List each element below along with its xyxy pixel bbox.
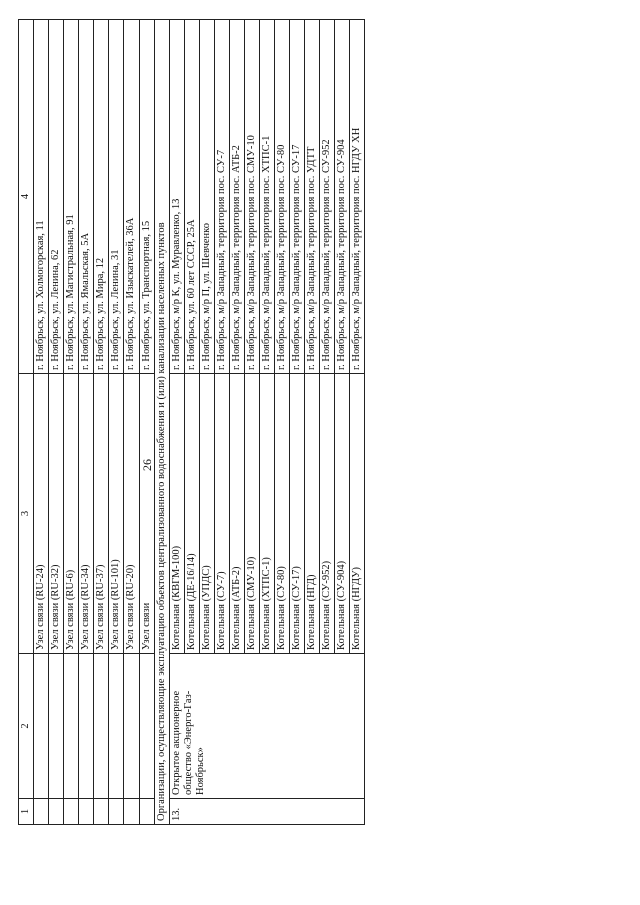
address-cell: г. Ноябрьск, ул. Магистральная, 91: [64, 20, 79, 374]
org-name: Открытое акционерное общество «Энерго-Газ-Ноябрьск»: [169, 654, 365, 799]
object-cell: Узел связи (RU-6): [64, 374, 79, 654]
address-cell: г. Ноябрьск, ул. Холмогорская, 11: [34, 20, 49, 374]
object-cell: Котельная (НГД): [305, 374, 320, 654]
table-row: [139, 20, 154, 825]
address-cell: г. Ноябрьск, м/р Западный, территория пос. УДТТ: [305, 20, 320, 374]
page-number: 26: [140, 459, 154, 471]
address-cell: г. Ноябрьск, ул. 60 лет СССР, 25А: [184, 20, 199, 374]
objects-table: [18, 19, 365, 825]
object-cell: Узел связи: [139, 374, 154, 654]
object-cell: Узел связи (RU-24): [34, 374, 49, 654]
address-cell: г. Ноябрьск, м/р Западный, территория пос. СУ-904: [335, 20, 350, 374]
object-cell: Узел связи (RU-37): [94, 374, 109, 654]
address-cell: г. Ноябрьск, м/р Западный, территория пос. НГДУ ХН: [350, 20, 365, 374]
address-cell: г. Ноябрьск, м/р Западный, территория пос. СУ-952: [320, 20, 335, 374]
address-cell: г. Ноябрьск, ул. Изыскателей, 36А: [124, 20, 139, 374]
table-row: [109, 20, 124, 825]
header-row: [19, 20, 34, 825]
object-cell: Узел связи (RU-32): [49, 374, 64, 654]
address-cell: г. Ноябрьск, ул. Транспортная, 15: [139, 20, 154, 374]
section-title: Организации, осуществляющие эксплуатацию объектов централизованного водоснабжения и (или) канализации населенных пунктов: [154, 20, 169, 825]
object-cell: Котельная (СУ-904): [335, 374, 350, 654]
address-cell: г. Ноябрьск, ул. Мира, 12: [94, 20, 109, 374]
column-header: 1: [19, 799, 34, 825]
address-cell: г. Ноябрьск, ул. Ленина, 62: [49, 20, 64, 374]
column-header: 4: [19, 20, 34, 374]
table-row: [64, 20, 79, 825]
object-cell: Котельная (СУ-17): [290, 374, 305, 654]
address-cell: г. Ноябрьск, ул. Ленина, 31: [109, 20, 124, 374]
object-cell: Узел связи (RU-101): [109, 374, 124, 654]
table-row: [34, 20, 49, 825]
section-row: [154, 20, 169, 825]
object-cell: Котельная (СУ-952): [320, 374, 335, 654]
table-row: [94, 20, 109, 825]
address-cell: г. Ноябрьск, м/р Западный, территория пос. ХТПС-1: [260, 20, 275, 374]
object-cell: Котельная (ДЕ-16/14): [184, 374, 199, 654]
column-header: 3: [19, 374, 34, 654]
address-cell: г. Ноябрьск, м/р Западный, территория пос. СУ-17: [290, 20, 305, 374]
object-cell: Котельная (СУ-80): [275, 374, 290, 654]
address-cell: г. Ноябрьск, м/р Западный, территория пос. СУ-80: [275, 20, 290, 374]
object-cell: Котельная (НГДУ): [350, 374, 365, 654]
object-cell: Котельная (АТБ-2): [229, 374, 244, 654]
address-cell: г. Ноябрьск, м/р П, ул. Шевченко: [199, 20, 214, 374]
address-cell: г. Ноябрьск, м/р Западный, территория пос. СУ-7: [214, 20, 229, 374]
address-cell: г. Ноябрьск, м/р Западный, территория пос. АТБ-2: [229, 20, 244, 374]
org-number: 13.: [169, 799, 365, 825]
address-cell: г. Ноябрьск, м/р Западный, территория пос. СМУ-10: [244, 20, 259, 374]
table-row: [49, 20, 64, 825]
object-cell: Котельная (СУ-7): [214, 374, 229, 654]
object-cell: Узел связи (RU-20): [124, 374, 139, 654]
table-row: [169, 20, 184, 825]
column-header: 2: [19, 654, 34, 799]
table-row: [124, 20, 139, 825]
object-cell: Котельная (УПДС): [199, 374, 214, 654]
address-cell: г. Ноябрьск, ул. Ямальская, 5А: [79, 20, 94, 374]
object-cell: Котельная (КВГМ-100): [169, 374, 184, 654]
address-cell: г. Ноябрьск, м/р К, ул. Муравленко, 13: [169, 20, 184, 374]
object-cell: Котельная (ХТПС-1): [260, 374, 275, 654]
object-cell: Узел связи (RU-34): [79, 374, 94, 654]
object-cell: Котельная (СМУ-10): [244, 374, 259, 654]
table-row: [79, 20, 94, 825]
